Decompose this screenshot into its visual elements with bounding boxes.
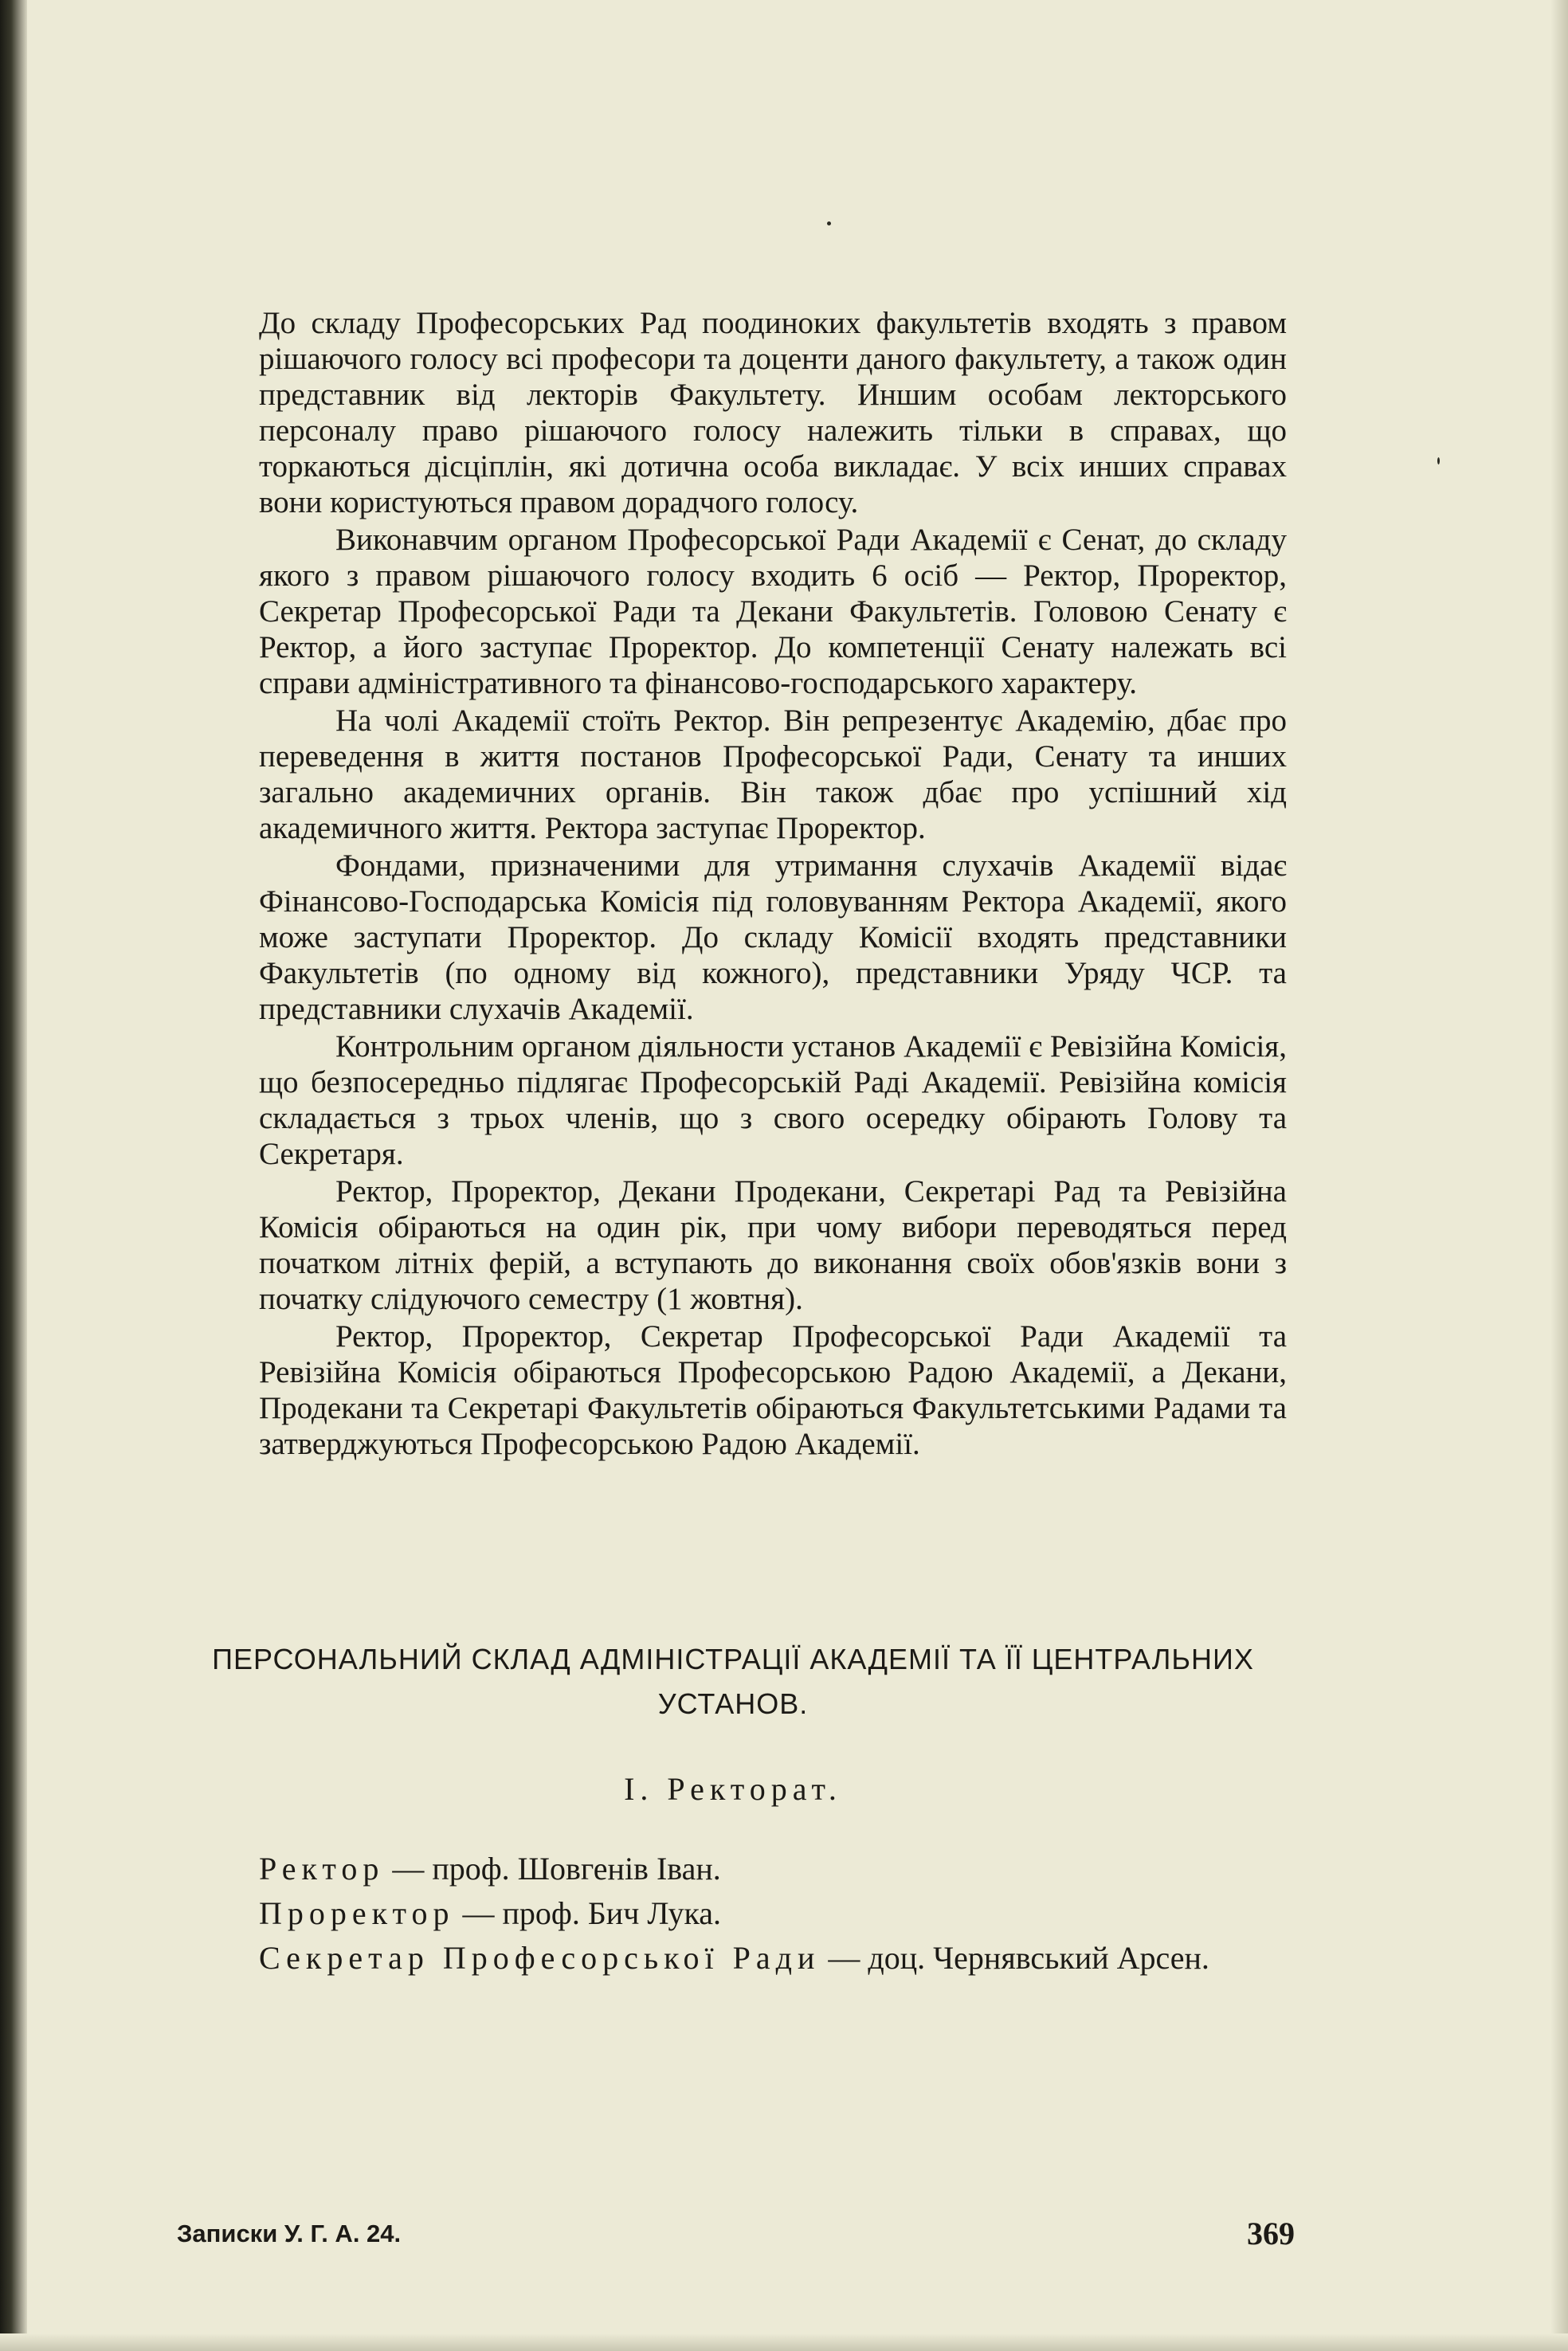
footer-journal-title: Записки У. Г. А. 24. xyxy=(177,2220,402,2247)
page-number: 369 xyxy=(1247,2216,1295,2251)
staff-person: доц. Чернявський Арсен. xyxy=(868,1940,1209,1976)
staff-separator: — xyxy=(384,1851,433,1887)
section-heading: ПЕРСОНАЛЬНИЙ СКЛАД АДМІНІСТРАЦІЇ АКАДЕМІЇ ТА ЇЇ ЦЕНТРАЛЬНИХ УСТАНОВ. xyxy=(212,1643,1254,1720)
paragraph: Фондами, призначеними для утримання слухачів Академії відає Фінансово-Господарська Комісія під головуванням Ректора Академії, якого може заступати Проректор. До складу Комісії входять представники Факультетів (по одному від кожного), представники Уряду ЧСР. та представники слухачів Академії. xyxy=(259,848,1287,1026)
book-binding-shadow xyxy=(0,0,27,2351)
ink-speck xyxy=(827,221,831,225)
paragraph: Виконавчим органом Професорської Ради Академії є Сенат, до складу якого з правом рішаючого голосу входить 6 осіб — Ректор, Проректор, Секретар Професорської Ради та Декани Факультетів. Головою Сенату є Ректор, а його заступає Проректор. До компетенції Сенату належать всі справи адміністративного та фінансово-господарського характеру. xyxy=(259,523,1287,700)
page-edge-right xyxy=(1550,0,1568,2351)
staff-entry xyxy=(259,1847,1287,1891)
staff-entry xyxy=(259,1891,1287,1936)
staff-separator: — xyxy=(454,1895,503,1931)
staff-role: Секретар Професорської Ради xyxy=(259,1940,821,1976)
paragraph: Ректор, Проректор, Декани Продекани, Секретарі Рад та Ревізійна Комісія обіраються на один рік, при чому вибори переводяться перед початком літніх ферій, а вступають до виконання своїх обов'язків вони з початку слідуючого семестру (1 жовтня). xyxy=(259,1174,1287,1316)
sub-heading: І. Ректорат. xyxy=(624,1771,842,1807)
staff-person: проф. Бич Лука. xyxy=(502,1895,722,1931)
staff-list xyxy=(259,1847,1287,1981)
paragraph: Контрольним органом діяльности установ Академії є Ревізійна Комісія, що безпосередньо підлягає Професорській Раді Академії. Ревізійна комісія складається з трьох членів, що з свого осередку обірають Голову та Секретаря. xyxy=(259,1029,1287,1171)
paragraph: До складу Професорських Рад поодиноких факультетів входять з правом рішаючого голосу всі професори та доценти даного факультету, а також один представник від лекторів Факультету. Иншим особам лекторського персоналу право рішаючого голосу належить тільки в справах, що торкаються дісціплін, які дотична особа викладає. У всіх инших справах вони користуються правом дорадчого голосу. xyxy=(259,306,1287,519)
paragraph: Ректор, Проректор, Секретар Професорської Ради Академії та Ревізійна Комісія обіраються Професорською Радою Академії, а Декани, Продекани та Секретарі Факультетів обіраються Факультетськими Радами та затверджуються Професорською Радою Академії. xyxy=(259,1319,1287,1461)
staff-person: проф. Шовгенів Іван. xyxy=(432,1851,721,1887)
body-text xyxy=(259,305,1287,1462)
staff-role: Ректор xyxy=(259,1851,385,1887)
staff-separator: — xyxy=(820,1940,868,1976)
staff-role: Проректор xyxy=(259,1895,455,1931)
ink-speck xyxy=(1437,457,1440,464)
page-edge-bottom xyxy=(0,2333,1568,2351)
staff-entry xyxy=(259,1936,1287,1981)
paragraph: На чолі Академії стоїть Ректор. Він репрезентує Академію, дбає про переведення в життя постанов Професорської Ради, Сенату та инших загально академичних органів. Він також дбає про успішний хід академичного життя. Ректора заступає Проректор. xyxy=(259,703,1287,845)
